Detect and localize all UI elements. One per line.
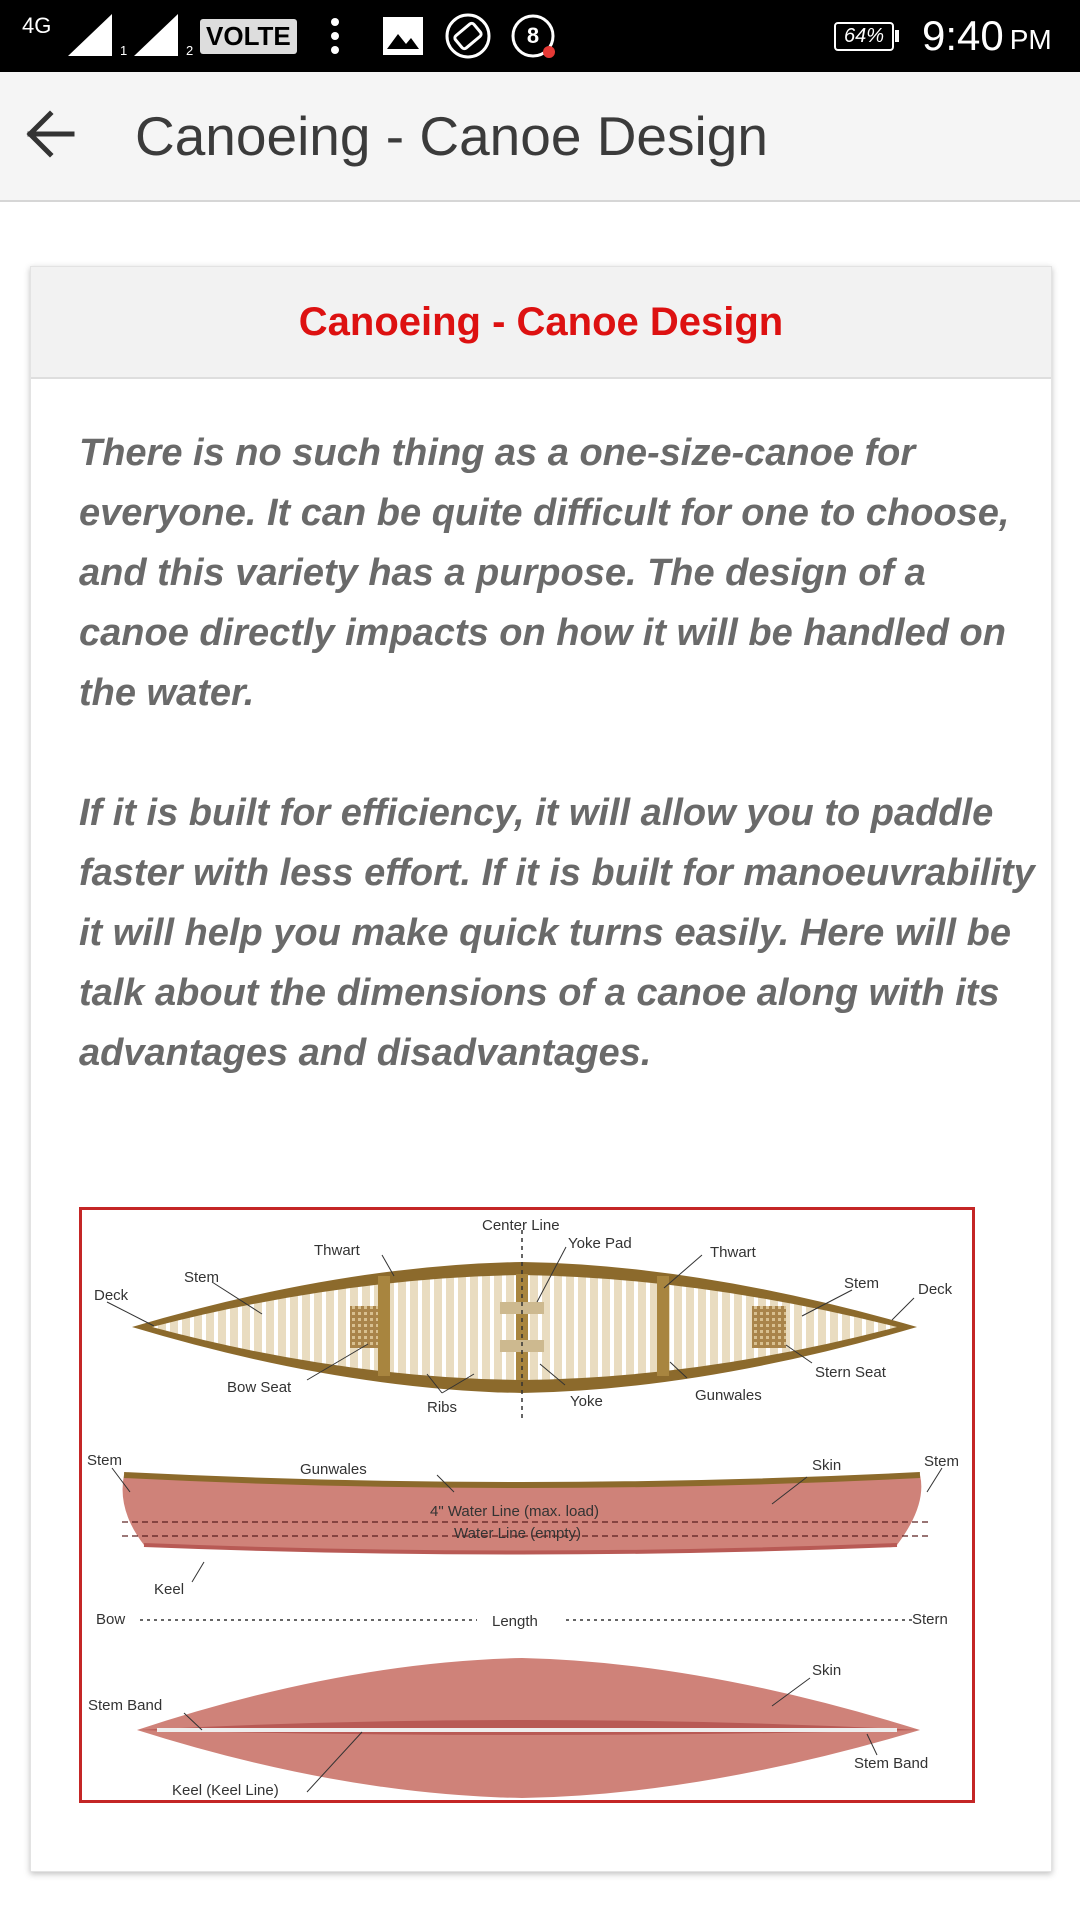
yoke-pad-label: Yoke Pad: [568, 1235, 632, 1252]
clock-time: 9:40: [922, 12, 1004, 59]
network-indicator: [22, 0, 51, 72]
keel-line-label: Keel (Keel Line): [172, 1782, 279, 1799]
water-line-max-label: 4" Water Line (max. load): [430, 1503, 599, 1520]
canoe-diagram-svg: [82, 1210, 972, 1800]
image-icon: [382, 0, 424, 72]
deck-right-label: Deck: [918, 1281, 953, 1298]
keel-label: Keel: [154, 1581, 185, 1598]
second-paragraph: If it is built for efficiency, it will allow you to paddle faster with less effort. If it is built for manoeuvrability it will help you make quick turns easily. Here will be talk about the dimensions of a canoe along with its advantages and disadvantages.: [79, 792, 1035, 1074]
signal-icon: [134, 0, 193, 72]
volte-badge: VOLTE: [200, 0, 297, 72]
canoe-diagram: [79, 1207, 975, 1803]
battery-icon: [834, 0, 899, 72]
deck-left-label: Deck: [94, 1287, 129, 1304]
network-type: 4G: [22, 13, 52, 38]
bow-label: Bow: [96, 1611, 126, 1628]
signal-icon: [68, 0, 127, 72]
gunwales-side-label: Gunwales: [300, 1461, 367, 1478]
card-title: Canoeing - Canoe Design: [31, 267, 1051, 379]
badge-icon: 8: [510, 0, 556, 72]
app-bar: [0, 72, 1080, 202]
sim1-index: 1: [120, 42, 128, 58]
intro-paragraph: There is no such thing as a one-size-canoe for everyone. It can be quite difficult for one to choose, and this variety has a purpose. The design of a canoe directly impacts on how it will be handled on the water.: [79, 432, 1010, 714]
stern-seat: [752, 1306, 786, 1348]
app-icon: [444, 0, 492, 72]
page-title: Canoeing - Canoe Design: [135, 105, 768, 167]
more-icon: [328, 0, 342, 72]
thwart-left-label: Thwart: [314, 1242, 360, 1259]
thwart: [657, 1276, 669, 1376]
center-line-label: Center Line: [482, 1217, 560, 1234]
yoke-label: Yoke: [570, 1393, 603, 1410]
bow-seat-label: Bow Seat: [227, 1379, 292, 1396]
clock-ampm: PM: [1009, 24, 1052, 55]
clock: [922, 0, 1052, 72]
battery-level: 64%: [844, 24, 885, 47]
thwart: [378, 1276, 390, 1376]
gunwales-label: Gunwales: [695, 1387, 762, 1404]
skin-bottom-label: Skin: [812, 1662, 842, 1679]
stem-left-label: Stem: [184, 1269, 220, 1286]
content-card: [30, 266, 1052, 1872]
stern-label: Stern: [912, 1611, 948, 1628]
ribs-label: Ribs: [427, 1399, 458, 1416]
stem-left-side-label: Stem: [87, 1452, 123, 1469]
stem-right-side-label: Stem: [924, 1453, 960, 1470]
status-bar: [0, 0, 1080, 72]
stem-right-label: Stem: [844, 1275, 880, 1292]
length-label: Length: [492, 1613, 538, 1630]
thwart-right-label: Thwart: [710, 1244, 756, 1261]
arrow-back-icon[interactable]: [18, 102, 82, 166]
sim2-index: 2: [186, 42, 194, 58]
water-line-empty-label: Water Line (empty): [454, 1525, 581, 1542]
stem-band-left-label: Stem Band: [88, 1697, 163, 1714]
skin-side-label: Skin: [812, 1457, 842, 1474]
stern-seat-label: Stern Seat: [815, 1364, 886, 1381]
stem-band-right-label: Stem Band: [854, 1755, 929, 1772]
